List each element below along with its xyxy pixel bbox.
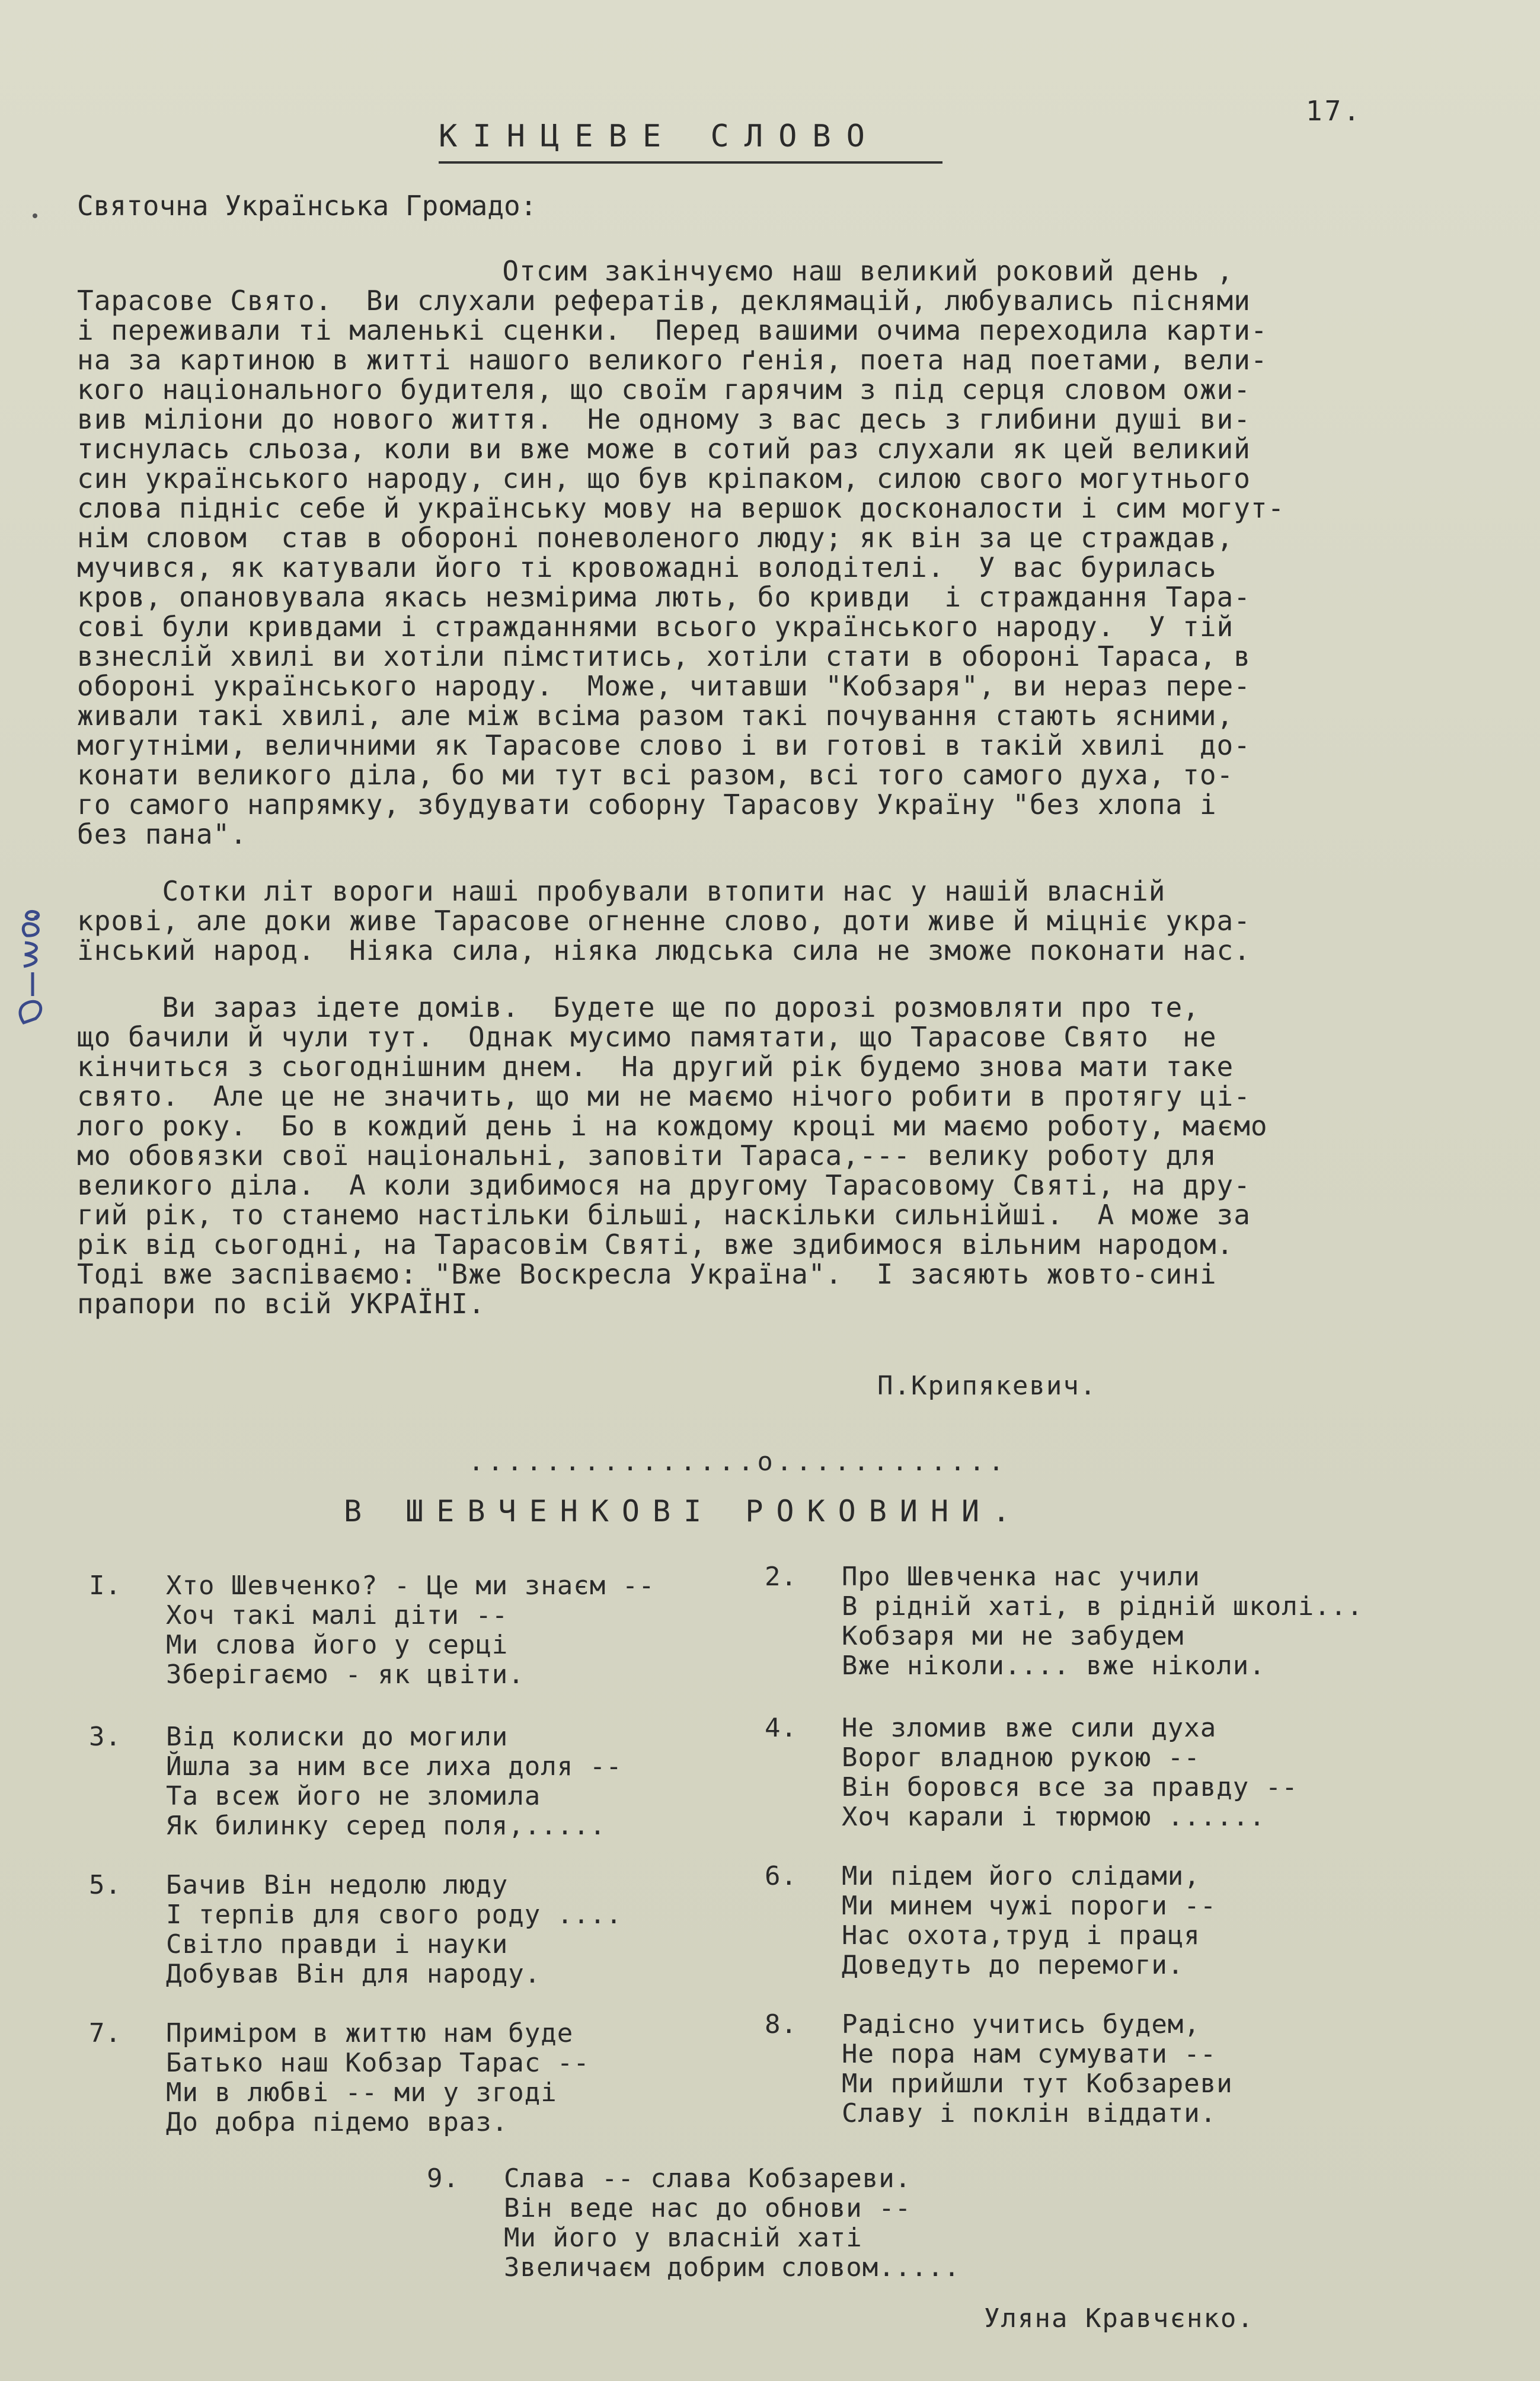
- stanza-lines: Про Шевченка нас учили В рідній хаті, в рідній школі... Кобзаря ми не забудем Вже ніколи.... вже ніколи.: [842, 1562, 1363, 1681]
- stanza-number: 7.: [89, 2018, 122, 2048]
- stanza-number: 4.: [765, 1713, 797, 1743]
- signature-krypiakevych: П.Крипякевич.: [877, 1371, 1097, 1401]
- stanza-3: [89, 1722, 771, 1847]
- poem-title: В ШЕВЧЕНКОВІ РОКОВИНИ.: [344, 1494, 1024, 1528]
- stanza-lines: Радісно учитись будем, Не пора нам сумувати -- Ми прийшли тут Кобзареви Славу і поклін віддати.: [842, 2009, 1233, 2128]
- document-title: КІНЦЕВЕ СЛОВО: [439, 119, 880, 154]
- title-underline: [439, 161, 942, 164]
- margin-mark: [33, 213, 37, 218]
- paragraph-1: Отсим закінчуємо наш великий роковий день , Тарасове Свято. Ви слухали рефератів, деклямацій, любувались піснями і переживали ті маленькі сценки. Перед вашими очима переходила карти- на за картиною в житті нашого великого ґенія, поета над поетами, вели- кого національного будителя, що своїм гарячим з під серця словом ожи- вив міліони до нового життя. Не одному з вас десь з глибини душі ви- тиснулась сльоза, коли ви вже може в сотий раз слухали як цей великий син українського народу, син, що був кріпаком, силою свого могутнього слова підніс себе й українську мову на вершок досконалости і сим могут- нім словом став в обороні поневоленого люду; як він за це страждав, мучився, як катували його ті кровожадні володітелі. У вас бурилась кров, опановувала якась незмірима лють, бо кривди і страждання Тара- сові були кривдами і стражданнями всього українського народу. У тій взнеслій хвилі ви хотіли пімститись, хотіли стати в обороні Тараса, в обороні українського народу. Може, читавши "Кобзаря", ви нераз пере- живали такі хвилі, але між всіма разом такі почування стають ясними, могутніми, величними як Тарасове слово і ви готові в такій хвилі до- конати великого діла, бо ми тут всі разом, всі того самого духа, то- го самого напрямку, збудувати соборну Тарасову Україну "без хлопа і без пана".: [77, 255, 1285, 850]
- salutation: Святочна Українська Громадо:: [77, 190, 537, 222]
- stanza-lines: Не зломив вже сили духа Ворог владною рукою -- Він боровся все за правду -- Хоч карали і тюрмою ......: [842, 1713, 1298, 1832]
- stanza-4: [765, 1713, 1476, 1838]
- stanza-number: 9.: [427, 2163, 459, 2194]
- stanza-lines: Примірoм в життю нам буде Батько наш Кобзар Тарас -- Ми в любві -- ми у згоді До добра підемо враз.: [166, 2018, 590, 2137]
- section-separator: ...............о............: [468, 1447, 1008, 1477]
- stanza-1: [89, 1571, 771, 1696]
- stanza-lines: Слава -- слава Кобзареви. Він веде нас до обнови -- Ми його у власній хаті Звеличаєм добрим словом.....: [504, 2163, 960, 2283]
- stanza-2: [765, 1562, 1476, 1687]
- paragraph-3: Ви зараз ідете домів. Будете ще по дорозі розмовляти про те, що бачили й чули тут. Однак мусимо памятати, що Тарасове Свято не кінчиться з сьогоднішним днем. На другий рік будемо знова мати таке свято. Але це не значить, що ми не маємо нічого робити в протягу ці- лого року. Бо в кождий день і на кождому кроці ми маємо роботу, маємо мо обовязки свої національні, заповіти Тараса,--- велику роботу для великого діла. А коли здибимося на другому Тарасовому Святі, на дру- гий рік, то станемо настільки більші, наскільки сильнійші. А може за рік від сьогодні, на Тарасовім Святі, вже здибимося вільним народом. Тоді вже заспіваємо: "Вже Воскресла Україна". І засяють жовто-сині прапори по всій УКРАЇНІ.: [77, 991, 1268, 1320]
- archive-stamp-handwritten: [12, 907, 53, 1026]
- stanza-number: I.: [89, 1571, 122, 1601]
- stanza-number: 3.: [89, 1722, 122, 1752]
- stanza-number: 6.: [765, 1861, 797, 1891]
- stanza-8: [765, 2010, 1476, 2134]
- stanza-5: [89, 1871, 771, 1995]
- signature-kravchenko: Уляна Кравчєнко.: [984, 2303, 1254, 2334]
- page-number: 17.: [1305, 95, 1362, 127]
- stanza-lines: Бачив Він недолю люду І терпів для свого роду .... Світло правди і науки Добував Він для народу.: [166, 1870, 622, 1989]
- stanza-9: [427, 2164, 1197, 2289]
- stanza-lines: Хто Шевченко? - Це ми знаєм -- Хоч такі малі діти -- Ми слова його у серці Зберігаємо - як цвіти.: [166, 1571, 655, 1690]
- stanza-lines: Від колиски до могили Йшла за ним все лиха доля -- Та всеж його не зломила Як билинку серед поля,.....: [166, 1722, 622, 1841]
- stanza-number: 2.: [765, 1562, 797, 1592]
- stanza-6: [765, 1862, 1476, 1986]
- stanza-lines: Ми підем його слідами, Ми минем чужі пороги -- Нас охота,труд і праця Доведуть до перемоги.: [842, 1861, 1217, 1980]
- paragraph-2: Сотки літ вороги наші пробували втопити нас у нашій власній крові, але доки живе Тарасове огненне слово, доти живе й міцніє укра- їнський народ. Ніяка сила, ніяка людська сила не зможе поконати нас.: [77, 875, 1251, 966]
- stanza-number: 5.: [89, 1870, 122, 1900]
- stanza-number: 8.: [765, 2009, 797, 2040]
- stanza-7: [89, 2019, 771, 2143]
